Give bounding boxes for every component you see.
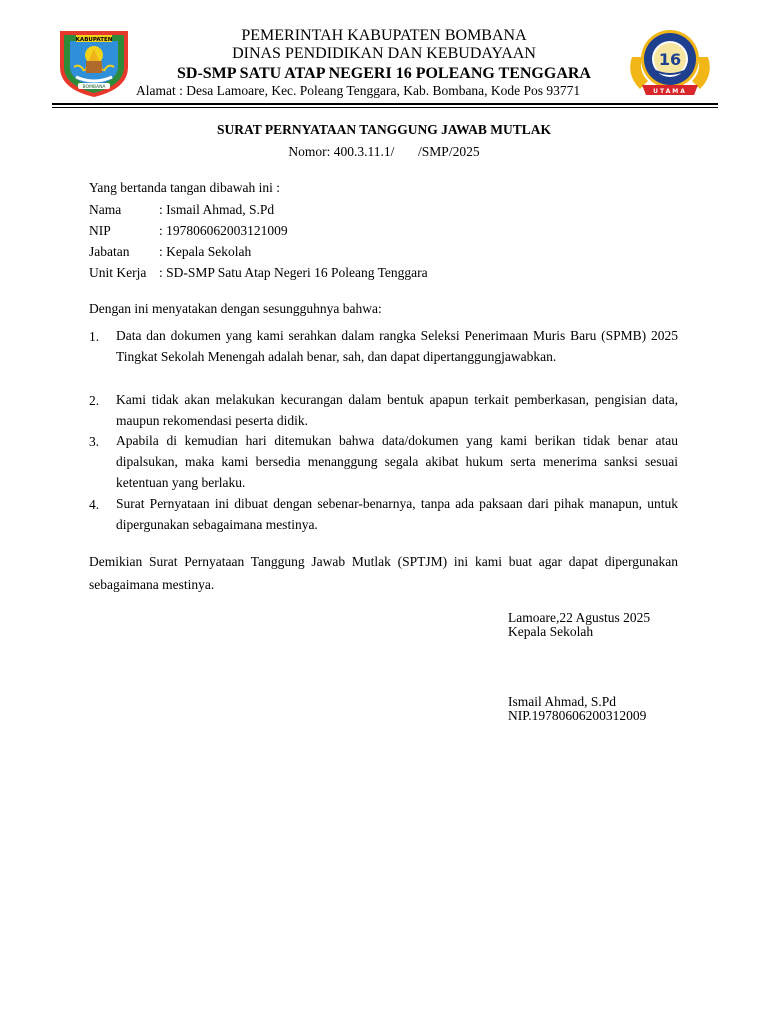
letterhead-government-line: PEMERINTAH KABUPATEN BOMBANA <box>241 27 527 44</box>
signature-place-date: Lamoare,22 Agustus 2025 <box>508 610 651 625</box>
identity-value-position: : Kepala Sekolah <box>159 244 252 259</box>
statement-item: Kami tidak akan melakukan kecurangan dalam bentuk apapun terkait pemberkasan, pengisian data, maupun rekomendasi peserta didik. <box>116 392 678 428</box>
left-logo-bottom-text: BOMBANA <box>82 85 106 90</box>
statement-item: Surat Pernyataan ini dibuat dengan sebenar-benarnya, tanpa ada paksaan dari pihak manapun, untuk dipergunakan sebagaimana mestinya. <box>116 496 678 532</box>
letterhead-department-line: DINAS PENDIDIKAN DAN KEBUDAYAAN <box>232 45 536 62</box>
statement-number: 3. <box>89 434 100 449</box>
closing-paragraph: Demikian Surat Pernyataan Tanggung Jawab Mutlak (SPTJM) ini kami buat agar dapat dipergunakan sebagaimana mestinya. <box>89 554 678 592</box>
identity-value-nip: : 197806062003121009 <box>159 223 288 238</box>
signatory-nip: NIP.19780606200312009 <box>508 708 647 723</box>
letterhead-address: Alamat : Desa Lamoare, Kec. Poleang Tenggara, Kab. Bombana, Kode Pos 93771 <box>136 83 581 98</box>
statement-item: Apabila di kemudian hari ditemukan bahwa data/dokumen yang kami berikan tidak benar atau dipalsukan, maka kami bersedia menanggung segala akibat hukum serta menerima sanksi sesuai ketentuan yang berlaku. <box>116 433 678 490</box>
identity-label-nip: NIP <box>89 223 111 238</box>
school-emblem-number: 16 <box>658 50 682 69</box>
statement-number: 1. <box>89 329 100 344</box>
letterhead-divider-thick <box>52 103 718 105</box>
intro-text: Yang bertanda tangan dibawah ini : <box>89 180 280 195</box>
document-title: SURAT PERNYATAAN TANGGUNG JAWAB MUTLAK <box>216 122 552 137</box>
identity-label-name: Nama <box>89 202 122 217</box>
identity-label-position: Jabatan <box>89 244 130 259</box>
identity-value-name: : Ismail Ahmad, S.Pd <box>159 202 275 217</box>
identity-label-work-unit: Unit Kerja <box>89 265 147 280</box>
signature-position: Kepala Sekolah <box>508 624 594 639</box>
statement-intro: Dengan ini menyatakan dengan sesungguhnya bahwa: <box>89 301 382 316</box>
letterhead-divider-thin <box>52 107 718 108</box>
statement-number: 2. <box>89 393 100 408</box>
signatory-name: Ismail Ahmad, S.Pd <box>508 694 617 709</box>
document-number: Nomor: 400.3.11.1/ /SMP/2025 <box>288 144 480 159</box>
left-logo-top-text: KABUPATEN <box>75 37 113 43</box>
statement-number: 4. <box>89 497 100 512</box>
statement-item: Data dan dokumen yang kami serahkan dalam rangka Seleksi Penerimaan Muris Baru (SPMB) 2025 Tingkat Sekolah Menengah adalah benar, sah, dan dapat dipertanggungjawabkan. <box>116 328 678 364</box>
letterhead-school-name: SD-SMP SATU ATAP NEGERI 16 POLEANG TENGGARA <box>177 65 591 82</box>
identity-value-work-unit: : SD-SMP Satu Atap Negeri 16 Poleang Tenggara <box>159 265 428 280</box>
school-emblem-band-text: UTAMA <box>653 88 687 95</box>
